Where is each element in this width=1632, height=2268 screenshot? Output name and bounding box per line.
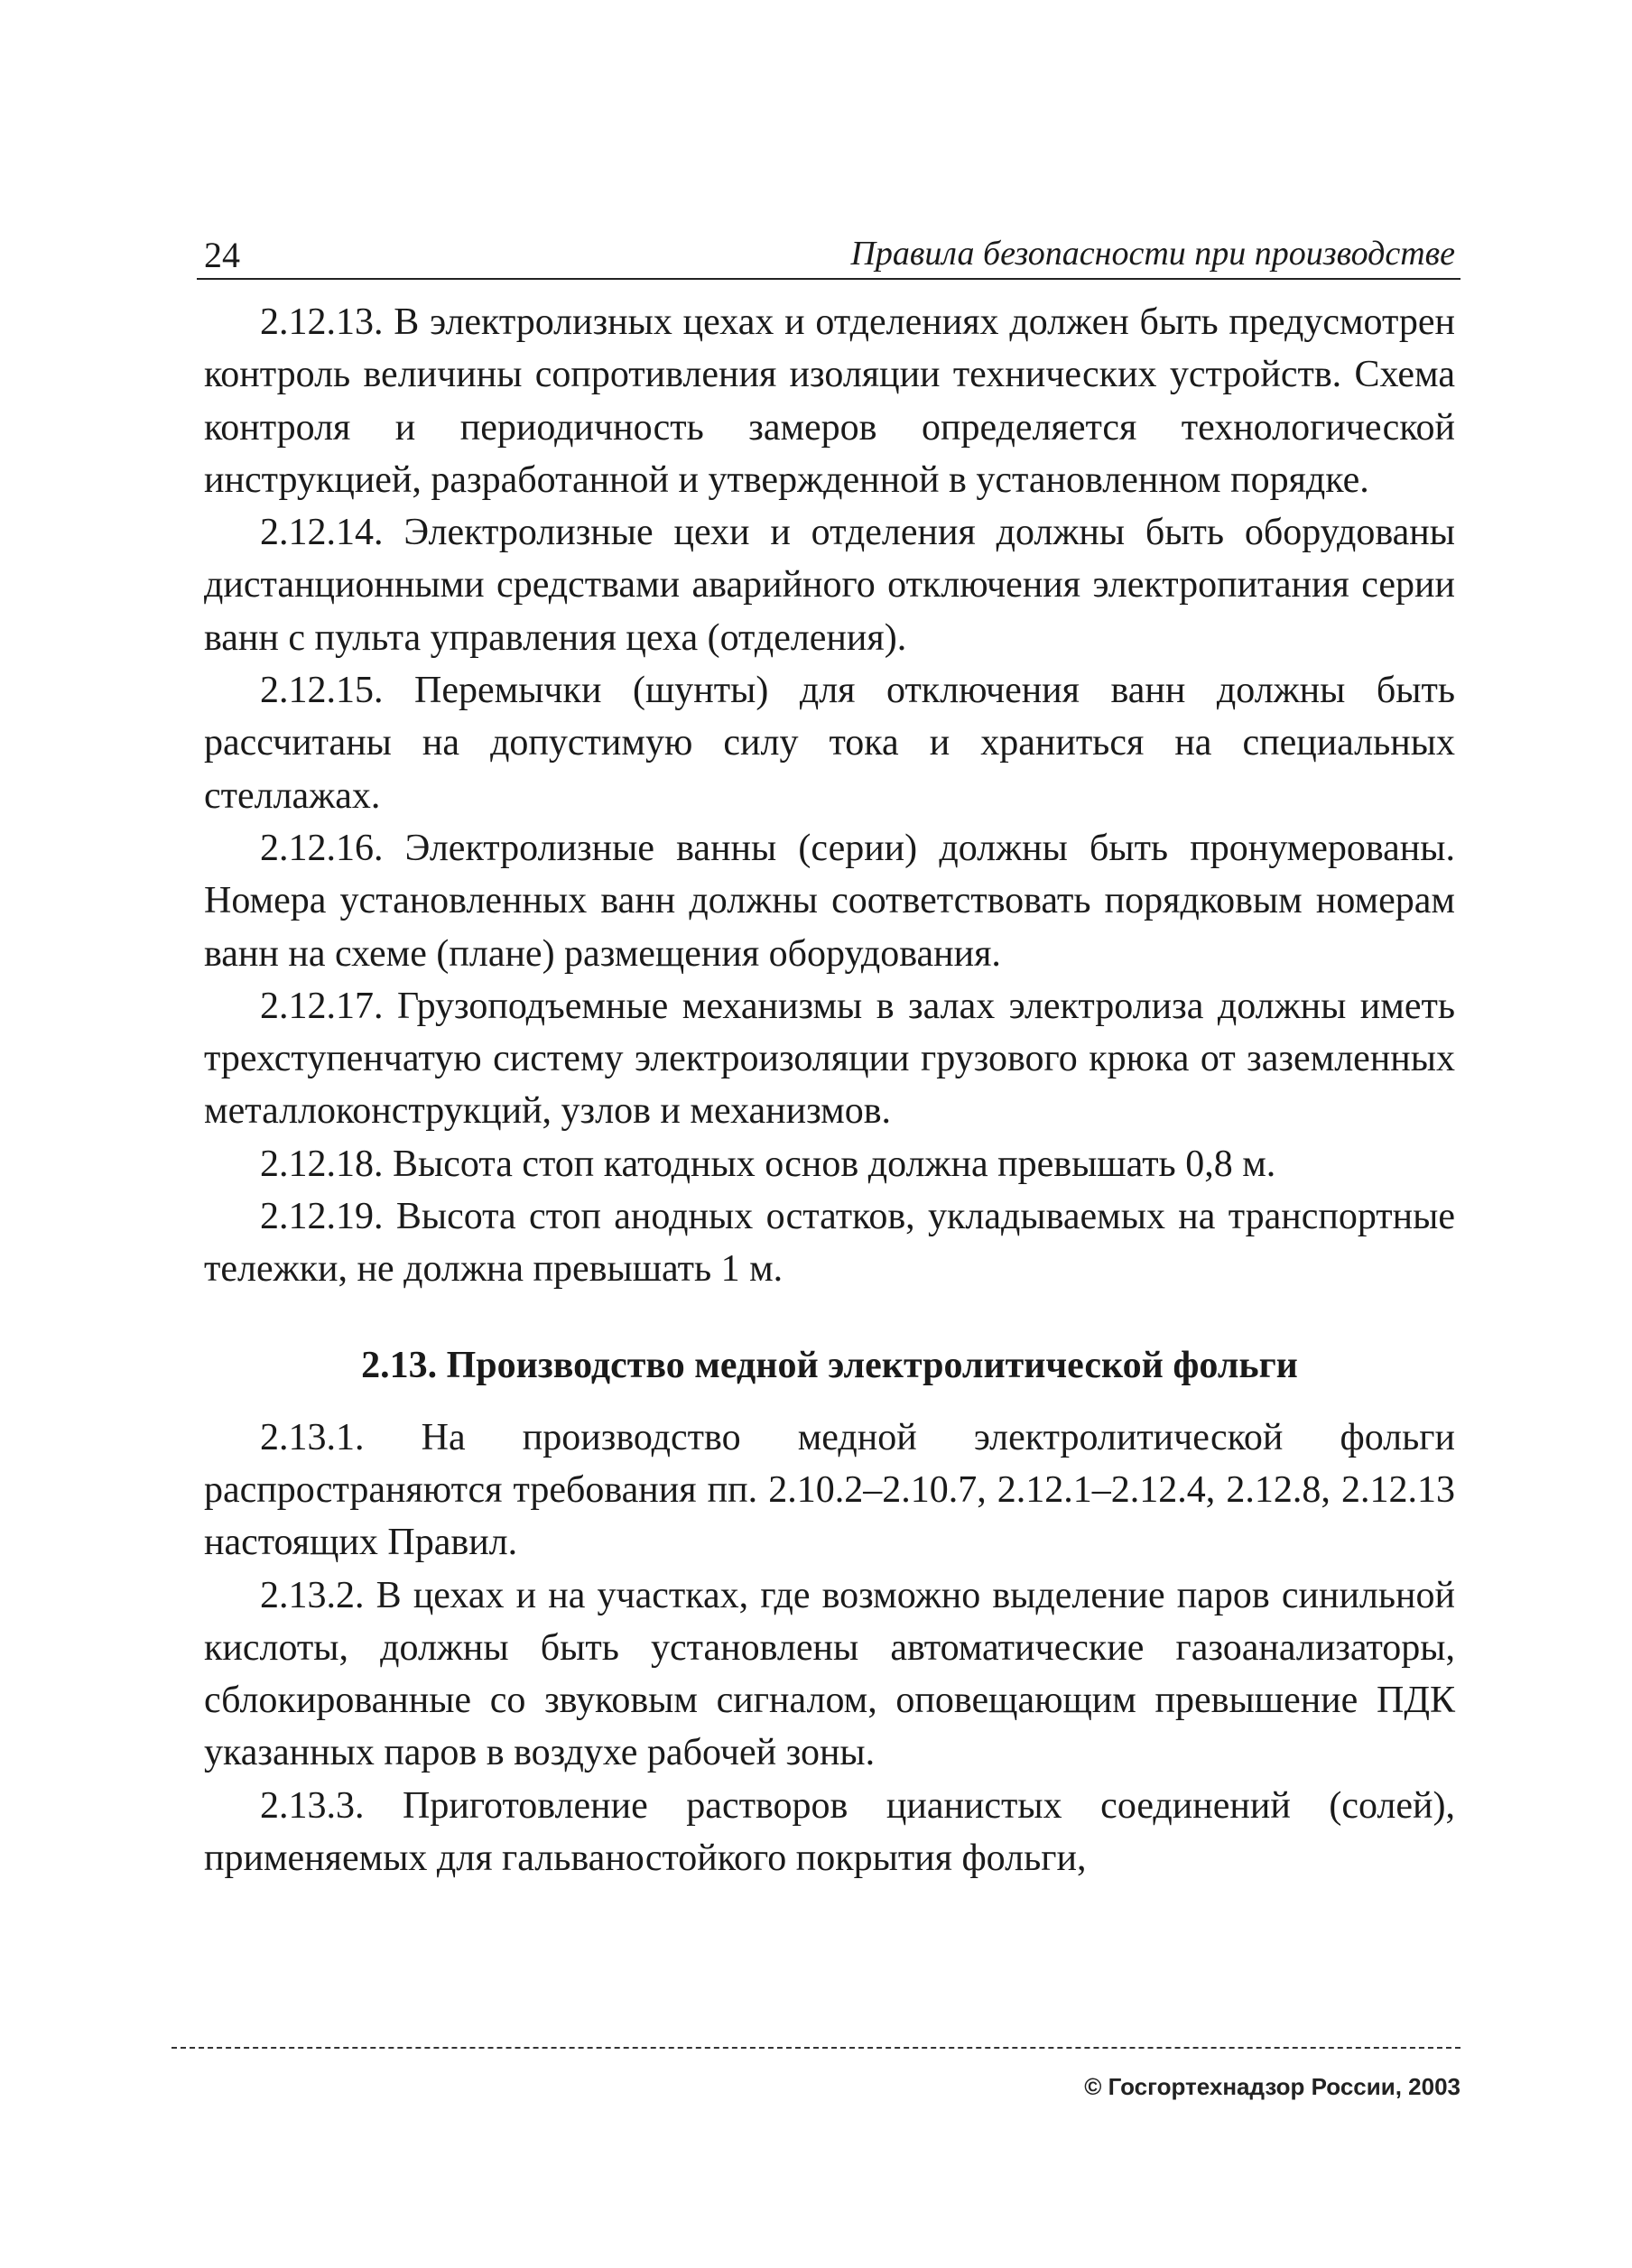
paragraph-2-12-15: 2.12.15. Перемычки (шунты) для отключения ванн должны быть рассчитаны на допустимую силу тока и храниться на специальных стеллажах. — [204, 670, 1455, 817]
paragraph-2-13-2: 2.13.2. В цехах и на участках, где возможно выделение паров синильной кислоты, должны быть установлены автоматические газоанализаторы, сблокированные со звуковым сигналом, оповещающим превышение ПДК указанных паров в воздухе рабочей зоны. — [204, 1574, 1455, 1774]
page-header — [197, 224, 1460, 280]
copyright-notice: © Госгортехнадзор России, 2003 — [1084, 2073, 1460, 2100]
section-heading: 2.13. Производство медной электролитической фольги — [361, 1344, 1298, 1386]
page-content — [204, 296, 1455, 1884]
paragraph-2-12-14: 2.12.14. Электролизные цехи и отделения должны быть оборудованы дистанционными средствами аварийного отключения электропитания серии ванн с пульта управления цеха (отделения). — [204, 512, 1455, 659]
paragraph-2-12-13: 2.12.13. В электролизных цехах и отделениях должен быть предусмотрен контроль величины сопротивления изоляции технических устройств. Схема контроля и периодичность замеров определяется технологической инструкцией, разработанной и утвержденной в установленном порядке. — [204, 301, 1455, 501]
paragraph-2-12-18: 2.12.18. Высота стоп катодных основ должна превышать 0,8 м. — [260, 1143, 1276, 1185]
footer-divider — [172, 2047, 1460, 2049]
paragraph-2-12-17: 2.12.17. Грузоподъемные механизмы в залах электролиза должны иметь трехступенчатую систему электроизоляции грузового крюка от заземленных металлоконструкций, узлов и механизмов. — [204, 985, 1455, 1133]
paragraph-2-12-16: 2.12.16. Электролизные ванны (серии) должны быть пронумерованы. Номера установленных ванн должны соответствовать порядковым номерам ванн на схеме (плане) размещения оборудования. — [204, 827, 1455, 975]
page-number: 24 — [204, 235, 240, 275]
paragraph-2-12-19: 2.12.19. Высота стоп анодных остатков, укладываемых на транспортные тележки, не должна превышать 1 м. — [204, 1196, 1455, 1291]
running-title: Правила безопасности при производстве — [850, 235, 1455, 273]
paragraph-2-13-3: 2.13.3. Приготовление растворов цианистых соединений (солей), применяемых для гальваностойкого покрытия фольги, — [204, 1784, 1455, 1880]
paragraph-2-13-1: 2.13.1. На производство медной электролитической фольги распространяются требования пп. 2.10.2–2.10.7, 2.12.1–2.12.4, 2.12.8, 2.12.13 настоящих Правил. — [204, 1416, 1455, 1564]
